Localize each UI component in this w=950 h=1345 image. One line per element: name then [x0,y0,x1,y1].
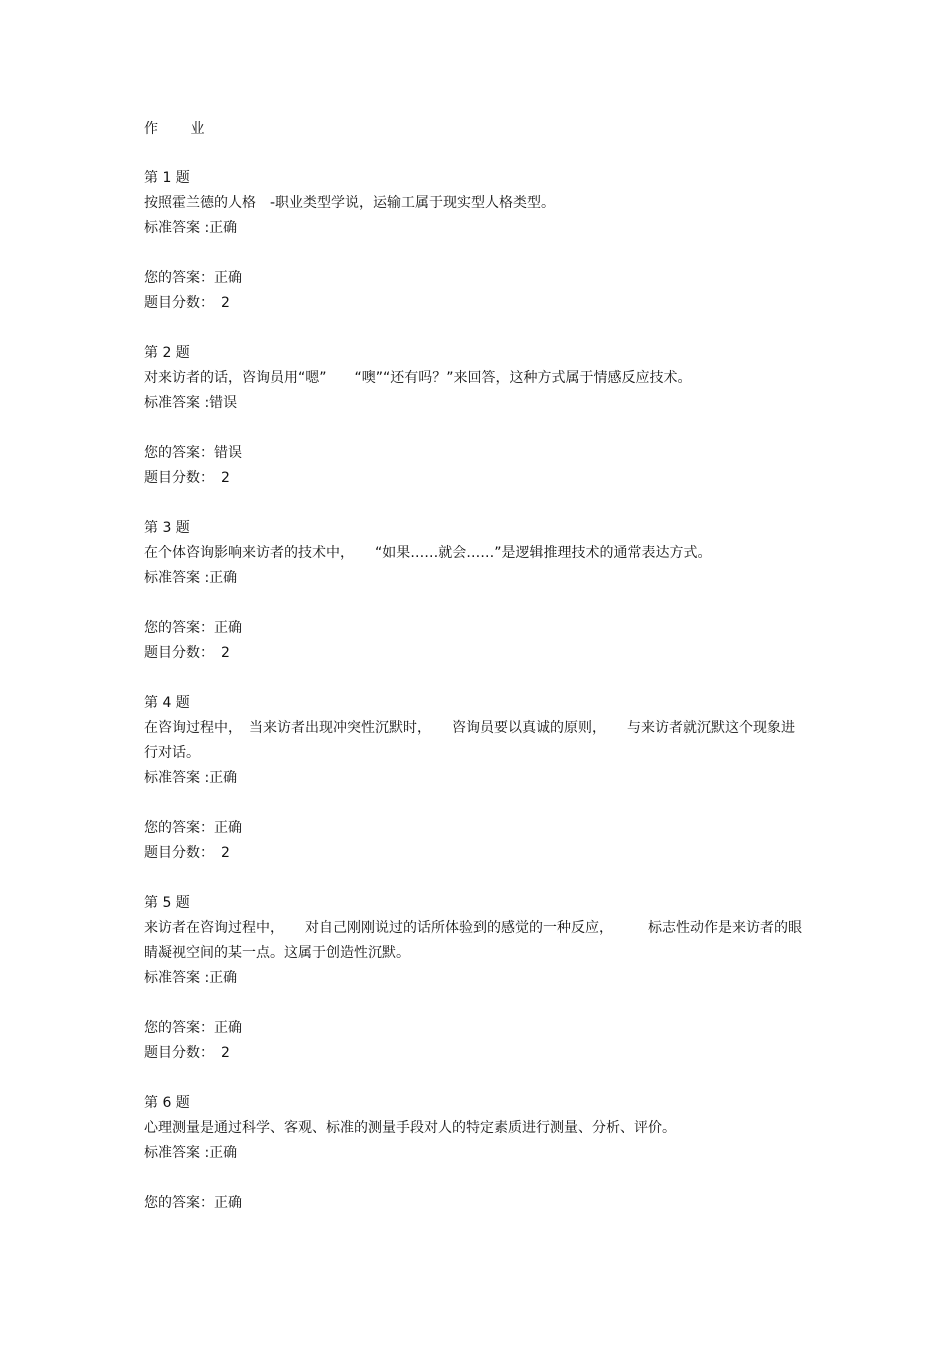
question-header: 第 1 题 [144,170,190,186]
your-answer: 您的答案：正确 [144,820,242,836]
spacer [144,241,804,266]
question-score: 题目分数： 2 [144,295,230,311]
question-3 [144,516,804,666]
question-header: 第 5 题 [144,895,190,911]
standard-answer: 标准答案 :正确 [144,970,238,986]
question-header: 第 3 题 [144,520,190,536]
spacer [144,416,804,441]
standard-answer: 标准答案 :错误 [144,395,238,411]
question-text: 在咨询过程中， 当来访者出现冲突性沉默时， 咨询员要以真诚的原则， 与来访者就沉默这个现象进行对话。 [144,720,795,761]
question-text: 心理测量是通过科学、客观、标准的测量手段对人的特定素质进行测量、分析、评价。 [144,1120,676,1136]
standard-answer: 标准答案 :正确 [144,1145,238,1161]
your-answer: 您的答案：错误 [144,445,242,461]
standard-answer: 标准答案 :正确 [144,570,238,586]
question-6 [144,1091,804,1216]
question-score: 题目分数： 2 [144,645,230,661]
your-answer: 您的答案：正确 [144,270,242,286]
question-header: 第 6 题 [144,1095,190,1111]
your-answer: 您的答案：正确 [144,1195,242,1211]
question-2 [144,341,804,491]
question-text: 在个体咨询影响来访者的技术中， “如果……就会……”是逻辑推理技术的通常表达方式。 [144,545,712,561]
spacer [144,1166,804,1191]
spacer [144,991,804,1016]
question-score: 题目分数： 2 [144,470,230,486]
standard-answer: 标准答案 :正确 [144,220,238,236]
question-text: 对来访者的话，咨询员用“嗯” “噢”“还有吗？”来回答，这种方式属于情感反应技术。 [144,370,692,386]
your-answer: 您的答案：正确 [144,1020,242,1036]
question-text: 按照霍兰德的人格 -职业类型学说，运输工属于现实型人格类型。 [144,195,556,211]
question-score: 题目分数： 2 [144,845,230,861]
question-header: 第 2 题 [144,345,190,361]
question-4 [144,691,804,866]
document-title: 作 业 [144,121,219,137]
question-5 [144,891,804,1066]
standard-answer: 标准答案 :正确 [144,770,238,786]
document-page [144,117,804,1241]
spacer [144,791,804,816]
question-score: 题目分数： 2 [144,1045,230,1061]
your-answer: 您的答案：正确 [144,620,242,636]
question-text: 来访者在咨询过程中， 对自己刚刚说过的话所体验到的感觉的一种反应， 标志性动作是来访者的眼睛凝视空间的某一点。这属于创造性沉默。 [144,920,802,961]
question-1 [144,166,804,316]
question-header: 第 4 题 [144,695,190,711]
spacer [144,591,804,616]
